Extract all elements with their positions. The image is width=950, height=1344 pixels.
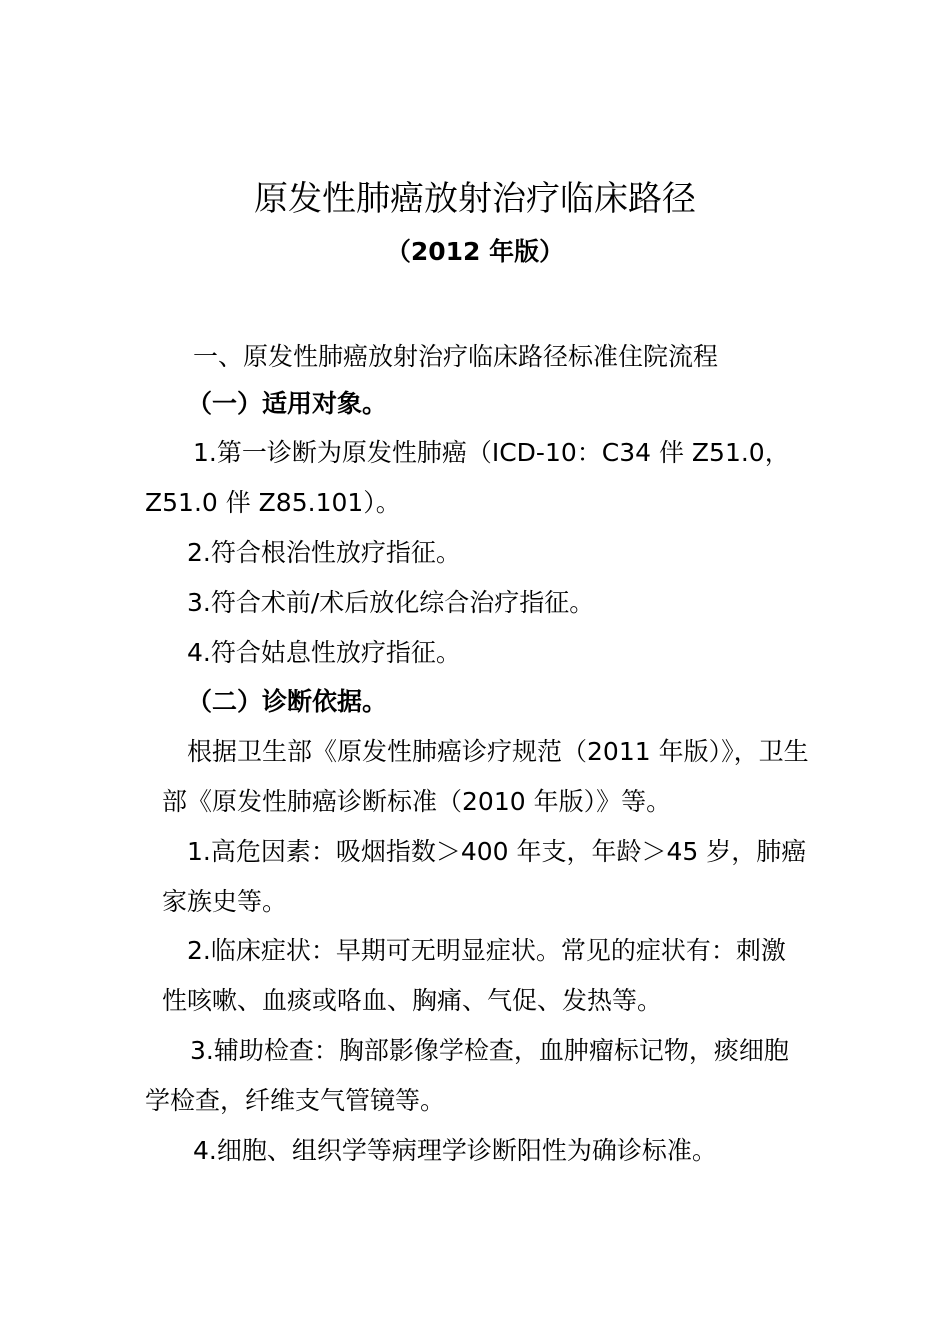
paragraph-line: 2.临床症状：早期可无明显症状。常见的症状有：刺激 — [187, 936, 786, 965]
paragraph-line: 根据卫生部《原发性肺癌诊疗规范（2011 年版）》，卫生 — [187, 737, 809, 766]
list-item: 4.细胞、组织学等病理学诊断阳性为确诊标准。 — [193, 1136, 717, 1165]
paragraph-line: 学检查，纤维支气管镜等。 — [145, 1086, 446, 1115]
paragraph-line: 3.辅助检查：胸部影像学检查，血肿瘤标记物，痰细胞 — [190, 1036, 789, 1065]
section-heading: 一、原发性肺癌放射治疗临床路径标准住院流程 — [193, 342, 719, 371]
paragraph-line: Z51.0 伴 Z85.101）。 — [145, 488, 401, 517]
paragraph-line: 性咳嗽、血痰或咯血、胸痛、气促、发热等。 — [162, 986, 663, 1015]
paragraph-line: 1.高危因素：吸烟指数＞400 年支，年龄＞45 岁，肺癌 — [187, 837, 807, 866]
list-item: 2.符合根治性放疗指征。 — [187, 538, 461, 567]
subsection-heading-applicable-subjects: （一）适用对象。 — [187, 389, 388, 418]
document-edition: （2012 年版） — [385, 237, 565, 266]
subsection-heading-diagnosis-basis: （二）诊断依据。 — [187, 687, 388, 716]
paragraph-line: 部《原发性肺癌诊断标准（2010 年版）》等。 — [162, 787, 672, 816]
list-item: 3.符合术前/术后放化综合治疗指征。 — [187, 588, 595, 617]
list-item: 4.符合姑息性放疗指征。 — [187, 638, 461, 667]
paragraph-line: 家族史等。 — [162, 887, 288, 916]
document-title: 原发性肺癌放射治疗临床路径 — [254, 179, 696, 219]
paragraph-line: 1.第一诊断为原发性肺癌（ICD-10：C34 伴 Z51.0， — [193, 438, 790, 467]
